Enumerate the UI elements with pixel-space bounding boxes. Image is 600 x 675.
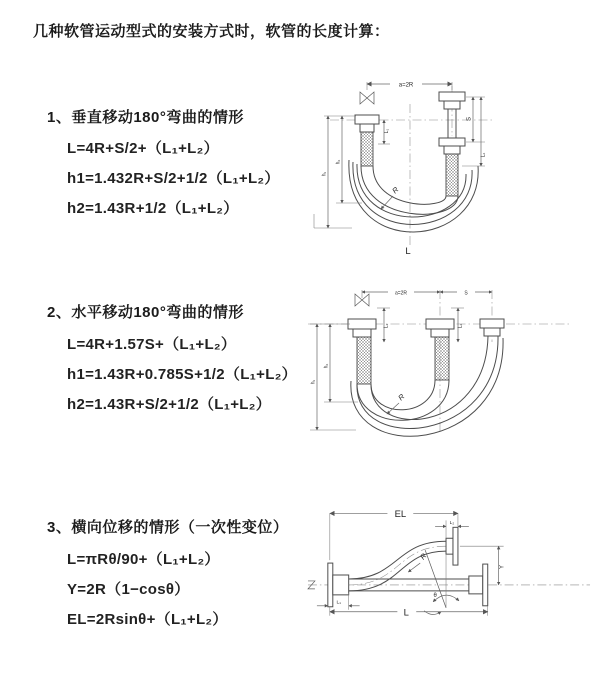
valve-icon	[360, 92, 374, 104]
dim-label-h2: h₂	[323, 363, 330, 369]
dim-label-l1: L₁	[384, 128, 390, 134]
dim-l1	[377, 308, 390, 342]
dim-label-h1: h₁	[310, 379, 317, 385]
dim-label-l1: L₁	[336, 600, 341, 606]
dim-label-length: L	[403, 606, 409, 618]
diagram-horizontal-180-bend	[300, 282, 580, 462]
section3-formula-L: L=πRθ/90+（L₁+L₂）	[67, 551, 220, 568]
radius-callout	[381, 185, 401, 209]
dim-s	[440, 291, 492, 297]
section2-formula-h1: h1=1.43R+0.785S+1/2（L₁+L₂）	[67, 366, 297, 383]
dim-label-h2: h₂	[335, 159, 342, 165]
diagram-vertical-180-bend	[300, 70, 580, 260]
dim-label-r: R	[396, 391, 407, 403]
dim-label-r: R	[390, 184, 401, 196]
dim-label-s: S	[466, 116, 473, 122]
dim-h1	[314, 116, 352, 228]
dim-label-l1: L₁	[383, 323, 390, 329]
section1-formula-h1: h1=1.432R+S/2+1/2（L₁+L₂）	[67, 170, 280, 187]
dim-label-h1: h₁	[321, 171, 328, 177]
hose-u-bend-arcs	[351, 336, 503, 436]
dim-label-el: EL	[394, 507, 407, 519]
section1-heading: 1、垂直移动180°弯曲的情形	[47, 109, 244, 126]
hose-u-bend-arcs	[349, 160, 478, 232]
dim-label-y: Y	[499, 565, 506, 570]
dim-label-l2: L₂	[449, 520, 455, 526]
section3-formula-Y: Y=2R（1−cosθ）	[67, 581, 190, 598]
section3-formula-EL: EL=2Rsinθ+（L₁+L₂）	[67, 611, 228, 628]
dim-l1	[378, 120, 390, 144]
section3-heading: 3、横向位移的情形（一次性变位）	[47, 519, 289, 536]
dim-l1	[317, 593, 360, 610]
dim-a-2r	[362, 290, 440, 298]
diagram-lateral-displacement	[304, 500, 594, 650]
dim-length	[330, 606, 488, 618]
left-fitting	[355, 115, 379, 166]
dim-a-2r	[367, 82, 452, 90]
section2-formula-L: L=4R+1.57S+（L₁+L₂）	[67, 336, 237, 353]
dim-s	[466, 97, 485, 142]
rotation-arrow	[424, 611, 441, 615]
section2-heading: 2、水平移动180°弯曲的情形	[47, 304, 244, 321]
dim-label-l2: L₂	[457, 323, 464, 329]
page-title: 几种软管运动型式的安装方式时，软管的长度计算：	[33, 23, 390, 40]
dim-h2	[321, 116, 362, 203]
section2-formula-h2: h2=1.43R+S/2+1/2（L₁+L₂）	[67, 396, 272, 413]
dim-label-l2: L₂	[480, 152, 487, 158]
dim-label-a2r: a=2R	[394, 290, 408, 297]
right-flange-original-position	[469, 564, 488, 606]
right-fitting-moved-position	[480, 319, 504, 336]
dim-label-s: S	[464, 290, 468, 297]
dim-el	[330, 508, 458, 560]
hose-displaced-position	[349, 541, 446, 591]
upper-flange-displaced-position	[446, 527, 458, 565]
dim-label-length: L	[405, 246, 411, 257]
dim-l2	[462, 97, 487, 166]
dim-label-theta: θ	[433, 592, 437, 599]
radius-callout	[387, 392, 407, 414]
section1-formula-h2: h2=1.43R+1/2（L₁+L₂）	[67, 200, 239, 217]
dim-label-r: R	[418, 551, 429, 562]
right-fitting-lower-position	[439, 138, 465, 196]
section1-formula-L: L=4R+S/2+（L₁+L₂）	[67, 140, 219, 157]
middle-fitting	[426, 319, 454, 380]
left-fitting	[348, 319, 376, 384]
dim-l2	[435, 520, 469, 538]
dim-h1	[310, 324, 356, 430]
dim-label-a2r: a=2R	[398, 82, 414, 89]
